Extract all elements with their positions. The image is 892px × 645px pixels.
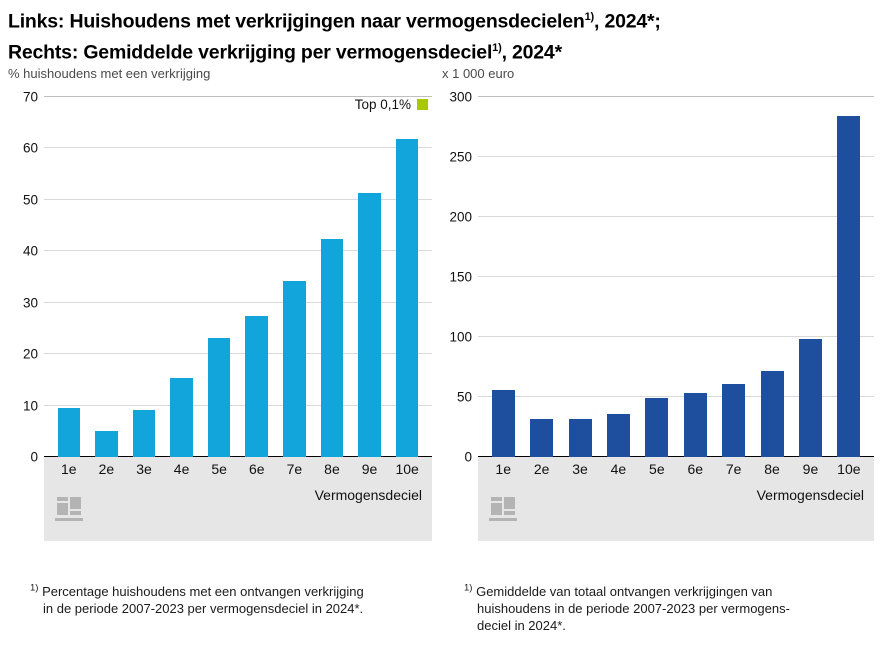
bar-1e[interactable] — [58, 408, 81, 457]
cbs-logo-icon — [54, 491, 84, 525]
bar-slot — [125, 97, 163, 457]
x-tick-label-10e: 10e — [837, 461, 861, 477]
y-tick-label: 50 — [22, 192, 38, 208]
x-tick-label-7e: 7e — [286, 461, 303, 477]
bar-slot — [753, 97, 791, 457]
title-line2-part-b: , 2024* — [501, 41, 562, 63]
right-x-axis-title: Vermogensdeciel — [756, 487, 864, 503]
legend-label: Top 0,1% — [354, 97, 411, 112]
x-tick-label-8e: 8e — [324, 461, 340, 477]
footnote-right — [464, 580, 884, 634]
bar-slot — [638, 97, 676, 457]
x-tick-label-9e: 9e — [802, 461, 819, 477]
bar-7e[interactable] — [283, 281, 306, 457]
bar-slot — [830, 97, 868, 457]
x-tick-label-5e: 5e — [211, 461, 227, 477]
y-tick-label: 100 — [449, 329, 472, 345]
y-tick-label: 50 — [456, 389, 472, 405]
bar-9e[interactable] — [358, 193, 381, 457]
bar-3e[interactable] — [569, 419, 592, 457]
bar-2e[interactable] — [530, 419, 553, 457]
y-tick-label: 40 — [22, 243, 38, 259]
x-tick-label-8e: 8e — [764, 461, 780, 477]
right-x-tick-labels — [478, 461, 874, 477]
footnote-right-line3: deciel in 2024*. — [477, 618, 566, 634]
bar-series — [478, 97, 874, 457]
cbs-logo-icon — [488, 491, 518, 525]
bar-10e[interactable] — [837, 116, 860, 457]
x-tick-label-4e: 4e — [610, 461, 627, 477]
right-x-axis-band — [478, 457, 874, 541]
x-tick-label-9e: 9e — [361, 461, 378, 477]
footnote-left — [30, 580, 430, 617]
bar-slot — [276, 97, 314, 457]
footnote-right-line1: Gemiddelde van totaal ontvangen verkrijgingen van — [476, 584, 773, 600]
right-y-axis-unit-label: x 1 000 euro — [442, 66, 515, 81]
title-line2-footnote-marker: 1) — [492, 41, 502, 54]
title-line2-part-a: Rechts: Gemiddelde verkrijging per vermogensdeciel — [8, 41, 493, 63]
x-tick-label-4e: 4e — [173, 461, 190, 477]
y-tick-label: 60 — [22, 140, 38, 156]
right-axis-area — [449, 89, 874, 465]
bar-slot — [484, 97, 522, 457]
bar-slot — [351, 97, 389, 457]
bar-1e[interactable] — [492, 390, 515, 457]
chart-panel-left — [8, 66, 442, 503]
bar-8e[interactable] — [761, 371, 784, 457]
bar-slot — [88, 97, 126, 457]
footnote-left-line2: in de periode 2007-2023 per vermogensdeciel in 2024*. — [43, 601, 364, 617]
y-tick-label: 0 — [30, 449, 38, 465]
bar-slot — [163, 97, 201, 457]
bar-2e[interactable] — [95, 431, 118, 457]
bar-slot — [238, 97, 276, 457]
bar-slot — [200, 97, 238, 457]
bar-slot — [522, 97, 560, 457]
bar-5e[interactable] — [645, 398, 668, 457]
x-tick-label-7e: 7e — [725, 461, 742, 477]
x-tick-label-2e: 2e — [98, 461, 115, 477]
left-x-axis-band — [44, 457, 432, 541]
bar-9e[interactable] — [799, 339, 822, 457]
bar-4e[interactable] — [607, 414, 630, 457]
bar-6e[interactable] — [684, 393, 707, 457]
right-plot-area — [442, 87, 884, 503]
x-tick-label-2e: 2e — [533, 461, 550, 477]
bar-series — [44, 97, 432, 457]
footnote-right-line2: huishoudens in de periode 2007-2023 per vermogens- — [477, 601, 790, 617]
bar-slot — [599, 97, 637, 457]
chart-panel-right — [442, 66, 884, 503]
bar-8e[interactable] — [321, 239, 344, 457]
x-tick-label-1e: 1e — [495, 461, 511, 477]
x-tick-label-10e: 10e — [395, 461, 419, 477]
y-tick-label: 200 — [449, 209, 472, 225]
left-x-tick-labels — [44, 461, 432, 477]
bar-slot — [388, 97, 426, 457]
bar-5e[interactable] — [208, 338, 231, 457]
y-tick-label: 300 — [449, 89, 472, 105]
footnote-left-line1: Percentage huishoudens met een ontvangen verkrijging — [42, 584, 364, 600]
bar-slot — [714, 97, 752, 457]
title-line1-part-a: Links: Huishoudens met verkrijgingen naar vermogensdecielen — [8, 10, 585, 33]
bar-6e[interactable] — [245, 316, 268, 457]
bar-slot — [561, 97, 599, 457]
title-line1-part-b: , 2024*; — [594, 10, 661, 33]
y-tick-label: 30 — [22, 295, 38, 311]
y-tick-label: 10 — [22, 398, 38, 414]
y-tick-label: 20 — [22, 346, 38, 362]
x-tick-label-6e: 6e — [248, 461, 265, 477]
y-tick-label: 70 — [22, 89, 38, 105]
left-axis-area — [22, 89, 432, 465]
bar-3e[interactable] — [133, 410, 156, 457]
bar-slot — [313, 97, 351, 457]
x-tick-label-6e: 6e — [687, 461, 704, 477]
left-y-axis-unit-label: % huishoudens met een verkrijging — [8, 66, 211, 81]
bar-slot — [676, 97, 714, 457]
bar-4e[interactable] — [170, 378, 193, 457]
title-line1-footnote-marker: 1) — [584, 11, 595, 23]
y-tick-label: 250 — [449, 149, 472, 165]
bar-10e[interactable] — [396, 139, 419, 457]
bar-slot — [50, 97, 88, 457]
y-tick-label: 150 — [449, 269, 472, 285]
x-tick-label-3e: 3e — [136, 461, 152, 477]
left-plot-area — [8, 87, 442, 503]
y-tick-label: 0 — [464, 449, 472, 465]
page-title — [8, 4, 888, 65]
footnote-right-marker: 1) — [464, 583, 473, 594]
x-tick-label-3e: 3e — [572, 461, 588, 477]
left-x-axis-title: Vermogensdeciel — [314, 487, 422, 503]
bar-slot — [791, 97, 829, 457]
bar-7e[interactable] — [722, 384, 745, 457]
x-tick-label-5e: 5e — [649, 461, 665, 477]
footnote-left-marker: 1) — [30, 583, 39, 594]
x-tick-label-1e: 1e — [61, 461, 77, 477]
